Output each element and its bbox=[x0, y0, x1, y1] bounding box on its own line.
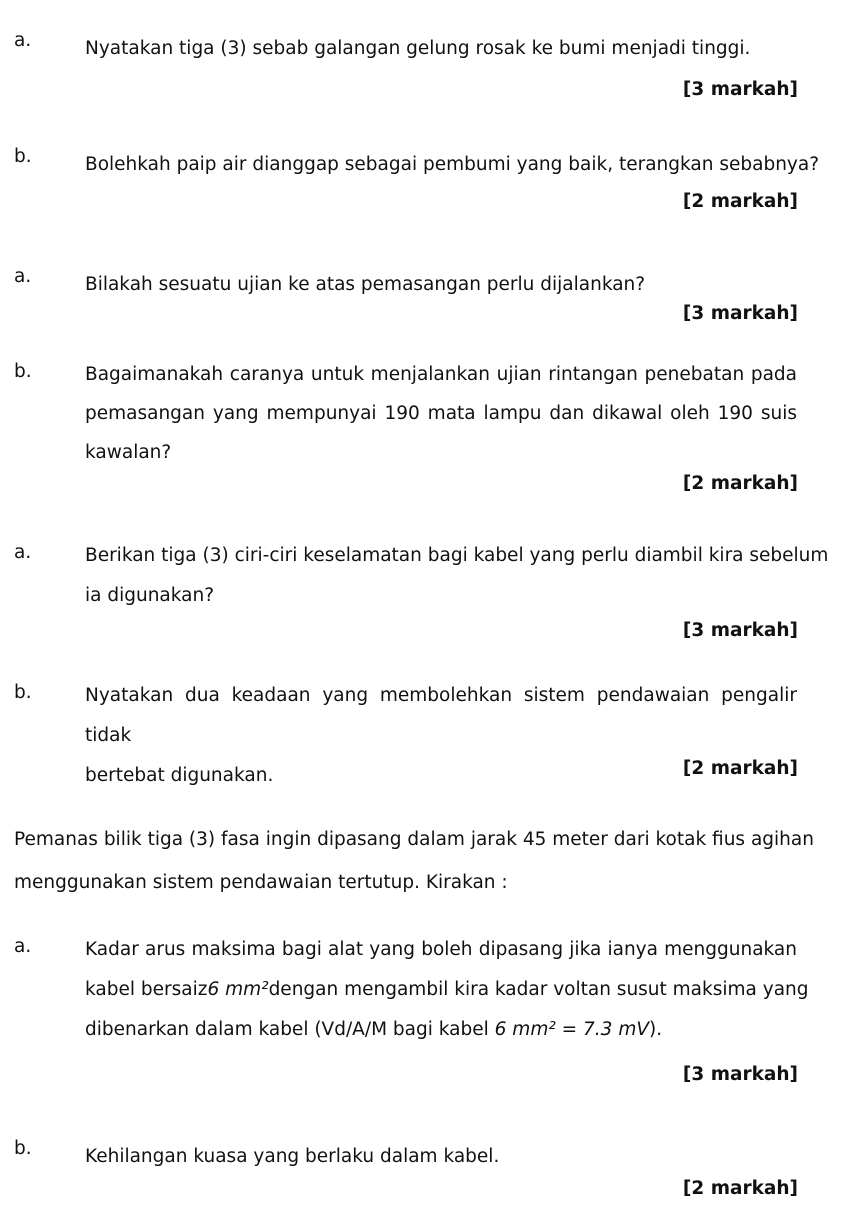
marks-label: [3 markah] bbox=[682, 620, 798, 641]
question-label: a. bbox=[14, 266, 32, 287]
marks-label: [3 markah] bbox=[682, 79, 798, 100]
question-text: Bagaimanakah caranya untuk menjalankan ujian rintangan penebatan pada pemasangan yang mempunyai 190 mata lampu dan dikawal oleh 190 suis kawalan? bbox=[85, 364, 797, 463]
question-label: a. bbox=[14, 30, 32, 51]
question-text: Nyatakan tiga (3) sebab galangan gelung rosak ke bumi menjadi tinggi. bbox=[85, 38, 751, 59]
question-label: b. bbox=[14, 682, 32, 703]
question-text: Kadar arus maksima bagi alat yang boleh dipasang jika ianya menggunakan kabel bersaiz 6 mm² dengan mengambil kira kadar voltan susut maksima yang dibenarkan dalam kabel (Vd/A/M bagi kabel 6 mm² = 7.3 mV). bbox=[85, 939, 809, 1040]
question-text: Bilakah sesuatu ujian ke atas pemasangan perlu dijalankan? bbox=[85, 274, 646, 295]
question-label: b. bbox=[14, 361, 32, 382]
question-text: Kehilangan kuasa yang berlaku dalam kabel. bbox=[85, 1146, 500, 1167]
question-text: Bolehkah paip air dianggap sebagai pembumi yang baik, terangkan sebabnya? bbox=[85, 154, 820, 175]
marks-label: [2 markah] bbox=[682, 191, 798, 212]
marks-label: [2 markah] bbox=[682, 758, 798, 779]
marks-label: [3 markah] bbox=[682, 1064, 798, 1085]
question-label: a. bbox=[14, 542, 32, 563]
formula-voltage-drop: 6 mm² = 7.3 mV bbox=[494, 1019, 649, 1040]
marks-label: [2 markah] bbox=[682, 1178, 798, 1199]
question-label: b. bbox=[14, 146, 32, 167]
question-label: a. bbox=[14, 936, 32, 957]
question-text: Berikan tiga (3) ciri-ciri keselamatan bagi kabel yang perlu diambil kira sebelum ia digunakan? bbox=[85, 545, 829, 606]
problem-intro: Pemanas bilik tiga (3) fasa ingin dipasang dalam jarak 45 meter dari kotak fius agihan menggunakan sistem pendawaian tertutup. Kirakan : bbox=[14, 829, 814, 893]
marks-label: [2 markah] bbox=[682, 473, 798, 494]
marks-label: [3 markah] bbox=[682, 303, 798, 324]
question-text: Nyatakan dua keadaan yang membolehkan sistem pendawaian pengalir tidak bertebat digunakan. bbox=[85, 685, 797, 786]
formula-area: 6 mm² bbox=[207, 979, 269, 1000]
question-label: b. bbox=[14, 1138, 32, 1159]
